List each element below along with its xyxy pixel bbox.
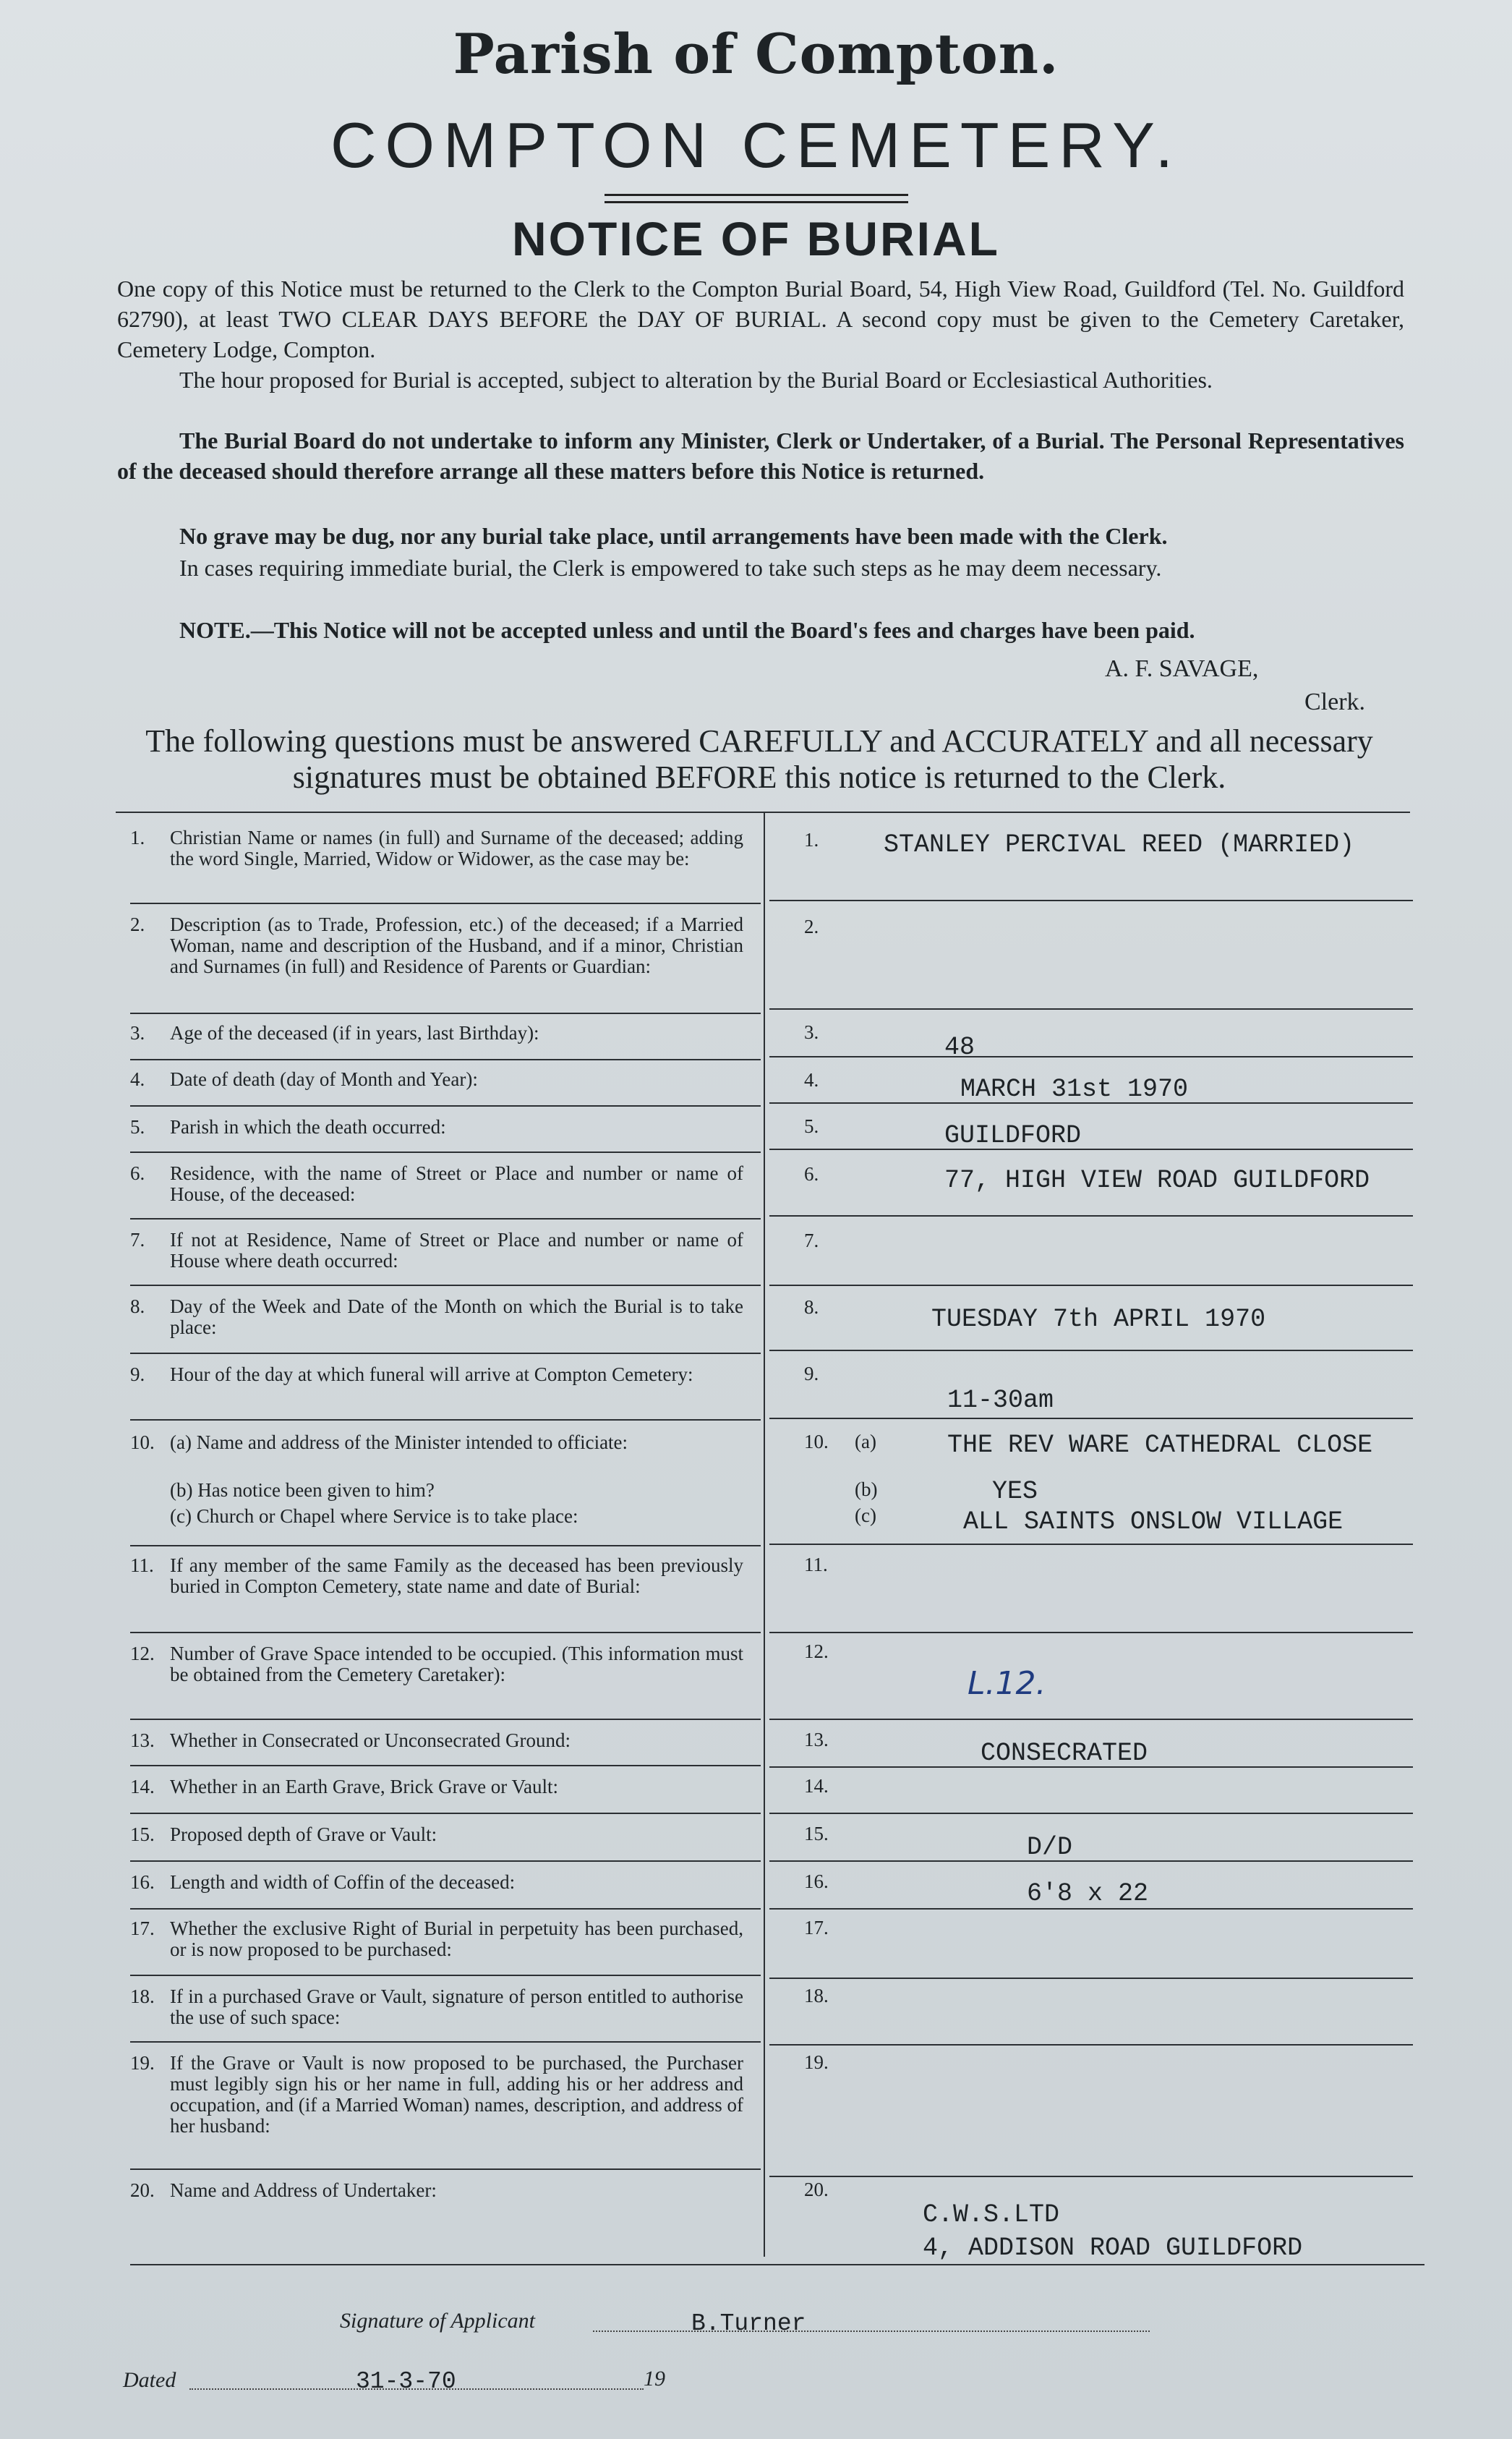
- question-text: Description (as to Trade, Profession, etc.) of the deceased; if a Married Woman, name and description of the Husband, and if a minor, Christian and Surnames (in full) and Residence of Parents or Guardian:: [170, 914, 743, 977]
- cemetery-heading: COMPTON CEMETERY.: [330, 109, 1182, 181]
- row-rule-right: [769, 1056, 1413, 1057]
- question-text: Day of the Week and Date of the Month on which the Burial is to take place:: [170, 1295, 743, 1338]
- instruction-board-not-inform: The Burial Board do not undertake to inform any Minister, Clerk or Undertaker, of a Burial. The Personal Representatives of the deceased should therefore arrange all these matters before this Notice is returned.: [117, 427, 1404, 484]
- row-rule-left: [130, 1105, 761, 1107]
- question-text: Proposed depth of Grave or Vault:: [170, 1823, 437, 1845]
- question-text-minister: (a) Name and address of the Minister intended to officiate:: [170, 1431, 628, 1453]
- row-rule-left: [130, 1353, 761, 1354]
- row-rule-left: [130, 1975, 761, 1976]
- row-rule-left: [130, 903, 761, 904]
- answer-parish: GUILDFORD: [944, 1121, 1082, 1150]
- question-text: Number of Grave Space intended to be occupied. (This information must be obtained from the Cemetery Caretaker):: [170, 1643, 743, 1685]
- row-rule-right: [769, 1719, 1413, 1720]
- question-number: 9.: [130, 1363, 145, 1385]
- table-top-rule: [116, 812, 1410, 813]
- question-number: 19.: [130, 2052, 155, 2074]
- question-text-notice-given: (b) Has notice been given to him?: [170, 1479, 435, 1501]
- table-bottom-rule: [130, 2264, 1425, 2265]
- question-number: 6.: [130, 1162, 145, 1184]
- answer-number: 18.: [804, 1985, 829, 2006]
- question-text: If not at Residence, Name of Street or Place and number or name of House where death occurred:: [170, 1229, 743, 1272]
- answer-number: 17.: [804, 1917, 829, 1938]
- answer-number: 2.: [804, 916, 819, 937]
- answer-number: 1.: [804, 829, 819, 851]
- answer-age: 48: [944, 1033, 975, 1062]
- question-text: Hour of the day at which funeral will arrive at Compton Cemetery:: [170, 1363, 693, 1385]
- instruction-no-grave: No grave may be dug, nor any burial take place, until arrangements have been made with the Clerk.: [179, 523, 1168, 549]
- answer-date-of-death: MARCH 31st 1970: [960, 1075, 1189, 1104]
- answer-number: 12.: [804, 1640, 829, 1662]
- answer-number: 10.: [804, 1431, 829, 1452]
- row-rule-right: [769, 1632, 1413, 1633]
- row-rule-left: [130, 1285, 761, 1286]
- row-rule-left: [130, 1545, 761, 1546]
- answer-number: 11.: [804, 1554, 828, 1575]
- row-rule-right: [769, 900, 1413, 901]
- row-rule-left: [130, 1719, 761, 1720]
- instruction-hour-proposed: The hour proposed for Burial is accepted, subject to alteration by the Burial Board or Ecclesiastical Authorities.: [179, 367, 1213, 393]
- question-number: 13.: [130, 1729, 155, 1751]
- answer-burial-date: TUESDAY 7th APRIL 1970: [931, 1305, 1266, 1334]
- question-text: Parish in which the death occurred:: [170, 1116, 446, 1138]
- question-number: 18.: [130, 1985, 155, 2007]
- row-rule-left: [130, 1908, 761, 1910]
- row-rule-right: [769, 1149, 1413, 1150]
- clerk-title: Clerk.: [1304, 689, 1366, 715]
- answer-number: 3.: [804, 1021, 819, 1043]
- answer-number: 19.: [804, 2051, 829, 2073]
- answer-sub-label: (a): [855, 1431, 876, 1452]
- question-number: 16.: [130, 1871, 155, 1893]
- row-rule-left: [130, 1013, 761, 1014]
- answer-number: 20.: [804, 2179, 829, 2200]
- year-suffix: 19: [644, 2367, 665, 2391]
- answer-number: 6.: [804, 1163, 819, 1185]
- question-10: [130, 1432, 743, 1541]
- row-rule-right: [769, 1978, 1413, 1979]
- dated-label: Dated: [123, 2368, 176, 2392]
- row-rule-left: [130, 1419, 761, 1421]
- row-rule-left: [130, 1059, 761, 1060]
- row-rule-right: [769, 2176, 1413, 2177]
- question-number: 10.: [130, 1431, 155, 1453]
- row-rule-right: [769, 1008, 1413, 1010]
- answer-number: 7.: [804, 1230, 819, 1251]
- answer-ground: CONSECRATED: [981, 1739, 1148, 1768]
- parish-heading: Parish of Compton.: [453, 22, 1059, 86]
- question-number: 12.: [130, 1643, 155, 1664]
- question-number: 2.: [130, 914, 145, 935]
- instruction-fees-note: NOTE.—This Notice will not be accepted unless and until the Board's fees and charges have been paid.: [179, 617, 1195, 643]
- row-rule-right: [769, 1285, 1413, 1286]
- answer-number: 4.: [804, 1069, 819, 1091]
- row-rule-right: [769, 2044, 1413, 2046]
- question-number: 4.: [130, 1068, 145, 1090]
- question-text: Name and Address of Undertaker:: [170, 2179, 437, 2201]
- instruction-return-copies: One copy of this Notice must be returned to the Clerk to the Compton Burial Board, 54, High View Road, Guildford (Tel. No. Guildford 62790), at least TWO CLEAR DAYS BEFORE the DAY OF BURIAL. A second copy must be given to the Cemetery Caretaker, Cemetery Lodge, Compton.: [117, 276, 1404, 362]
- question-text: Whether in Consecrated or Unconsecrated Ground:: [170, 1729, 571, 1751]
- answer-church: ALL SAINTS ONSLOW VILLAGE: [963, 1507, 1344, 1536]
- answer-deceased-name: STANLEY PERCIVAL REED (MARRIED): [884, 830, 1355, 859]
- answer-number: 9.: [804, 1363, 819, 1384]
- clerk-name: A. F. SAVAGE,: [1105, 655, 1259, 682]
- row-rule-left: [130, 2041, 761, 2043]
- answer-number: 8.: [804, 1296, 819, 1318]
- answer-number: 13.: [804, 1729, 829, 1750]
- row-rule-right: [769, 1813, 1413, 1814]
- question-number: 15.: [130, 1823, 155, 1845]
- question-text: If the Grave or Vault is now proposed to be purchased, the Purchaser must legibly sign his or her name in full, adding his or her address and occupation, and (if a Married Woman) names, description, and address of her husband:: [170, 2052, 743, 2137]
- row-rule-right: [769, 1215, 1413, 1217]
- answer-number: 14.: [804, 1775, 829, 1797]
- row-rule-left: [130, 1860, 761, 1862]
- question-number: 17.: [130, 1917, 155, 1939]
- careful-instruction: The following questions must be answered CAREFULLY and ACCURATELY and all necessary signatures must be obtained BEFORE this notice is returned to the Clerk.: [145, 723, 1373, 795]
- row-rule-right: [769, 1418, 1413, 1419]
- signature-label: Signature of Applicant: [340, 2309, 535, 2333]
- question-number: 5.: [130, 1116, 145, 1138]
- row-rule-right: [769, 1908, 1413, 1910]
- instruction-immediate-burial: In cases requiring immediate burial, the Clerk is empowered to take such steps as he may deem necessary.: [179, 555, 1162, 581]
- answer-residence: 77, HIGH VIEW ROAD GUILDFORD: [944, 1166, 1370, 1195]
- question-number: 7.: [130, 1229, 145, 1251]
- answer-coffin-size: 6'8 x 22: [1027, 1879, 1149, 1908]
- question-text: Age of the deceased (if in years, last Birthday):: [170, 1022, 539, 1044]
- answer-grave-space-handwritten: L.12.: [968, 1665, 1046, 1702]
- answer-undertaker-address: 4, ADDISON ROAD GUILDFORD: [923, 2234, 1303, 2263]
- question-text: Date of death (day of Month and Year):: [170, 1068, 478, 1090]
- question-number: 20.: [130, 2179, 155, 2201]
- answer-undertaker-name: C.W.S.LTD: [923, 2200, 1060, 2229]
- question-text: Whether in an Earth Grave, Brick Grave or Vault:: [170, 1776, 559, 1797]
- answer-minister: THE REV WARE CATHEDRAL CLOSE: [947, 1431, 1373, 1460]
- table-column-divider: [764, 813, 765, 2257]
- row-rule-left: [130, 1218, 761, 1220]
- question-text: If in a purchased Grave or Vault, signature of person entitled to authorise the use of such space:: [170, 1985, 743, 2028]
- question-number: 1.: [130, 827, 145, 848]
- dated-value: 31-3-70: [356, 2368, 456, 2395]
- answer-sub-label: (c): [855, 1504, 876, 1526]
- answer-depth: D/D: [1027, 1833, 1073, 1862]
- signature-value: B.Turner: [691, 2310, 806, 2337]
- row-rule-right: [769, 1860, 1413, 1862]
- question-text: If any member of the same Family as the deceased has been previously buried in Compton Cemetery, state name and date of Burial:: [170, 1554, 743, 1597]
- answer-number: 16.: [804, 1870, 829, 1892]
- row-rule-right: [769, 1350, 1413, 1351]
- answer-arrival-hour: 11-30am: [947, 1386, 1054, 1415]
- answer-number: 5.: [804, 1115, 819, 1137]
- question-text: Length and width of Coffin of the deceased:: [170, 1871, 516, 1893]
- answer-number: 15.: [804, 1823, 829, 1844]
- answer-sub-label: (b): [855, 1478, 878, 1500]
- question-number: 8.: [130, 1295, 145, 1317]
- row-rule-left: [130, 1152, 761, 1153]
- question-text: Christian Name or names (in full) and Surname of the deceased; adding the word Single, Married, Widow or Widower, as the case may be:: [170, 827, 743, 869]
- row-rule-right: [769, 1544, 1413, 1545]
- question-text: Whether the exclusive Right of Burial in perpetuity has been purchased, or is now proposed to be purchased:: [170, 1917, 743, 1960]
- heading-rule-bottom: [605, 201, 908, 203]
- question-number: 3.: [130, 1022, 145, 1044]
- row-rule-left: [130, 1813, 761, 1814]
- question-text-church: (c) Church or Chapel where Service is to take place:: [170, 1505, 578, 1527]
- heading-rule-top: [605, 194, 908, 196]
- notice-heading: NOTICE OF BURIAL: [512, 212, 1000, 265]
- row-rule-left: [130, 2168, 761, 2170]
- row-rule-left: [130, 1632, 761, 1633]
- question-number: 11.: [130, 1554, 154, 1576]
- answer-notice-given: YES: [992, 1477, 1038, 1506]
- question-text: Residence, with the name of Street or Place and number or name of House, of the deceased:: [170, 1162, 743, 1205]
- question-number: 14.: [130, 1776, 155, 1797]
- signature-dotted-line: [593, 2331, 1150, 2332]
- row-rule-left: [130, 1765, 761, 1766]
